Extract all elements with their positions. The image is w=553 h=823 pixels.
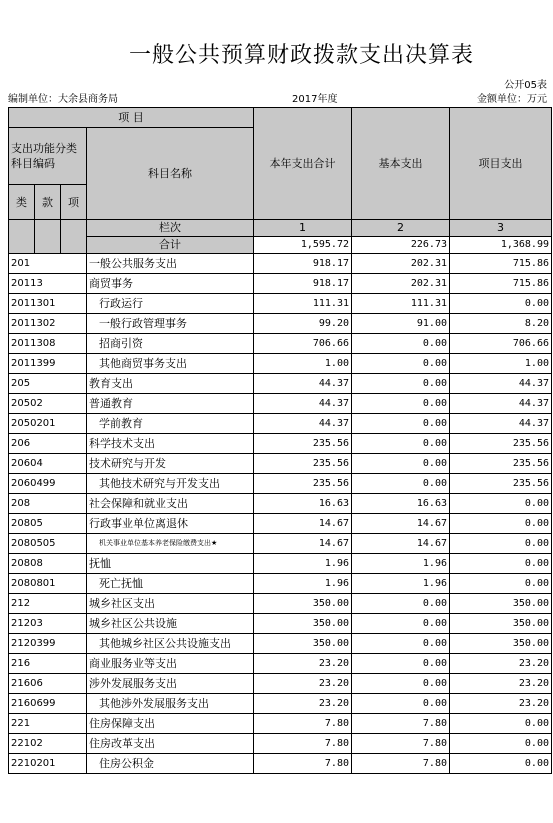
row-project: 23.20: [450, 654, 552, 674]
row-basic: 0.00: [352, 374, 450, 394]
row-code: 20805: [9, 514, 87, 534]
row-total: 23.20: [254, 654, 352, 674]
row-project: 0.00: [450, 554, 552, 574]
row-code: 2160699: [9, 694, 87, 714]
row-code: 20113: [9, 274, 87, 294]
row-project: 1.00: [450, 354, 552, 374]
row-total: 1.96: [254, 574, 352, 594]
row-project: 0.00: [450, 714, 552, 734]
row-code: 20808: [9, 554, 87, 574]
row-subject-name: 涉外发展服务支出: [87, 674, 254, 694]
row-code: 20604: [9, 454, 87, 474]
row-code: 212: [9, 594, 87, 614]
row-total: 350.00: [254, 614, 352, 634]
row-total: 16.63: [254, 494, 352, 514]
row-code: 2120399: [9, 634, 87, 654]
row-code: 2011301: [9, 294, 87, 314]
expenditure-table: [8, 107, 552, 774]
row-subject-name: 技术研究与开发: [87, 454, 254, 474]
row-code: 20502: [9, 394, 87, 414]
table-row: [9, 334, 552, 354]
header-item: 项 目: [9, 108, 254, 128]
header-subject-name: 科目名称: [87, 128, 254, 220]
row-project: 235.56: [450, 434, 552, 454]
row-subject-name: 普通教育: [87, 394, 254, 414]
org-label: 编制单位：大余县商务局: [8, 94, 118, 105]
table-row: [9, 454, 552, 474]
header-total: 本年支出合计: [254, 108, 352, 220]
index-row: [9, 220, 552, 237]
row-code: 2011399: [9, 354, 87, 374]
row-subject-name: 教育支出: [87, 374, 254, 394]
table-row: [9, 434, 552, 454]
report-title: 一般公共预算财政拨款支出决算表: [128, 43, 474, 68]
table-row: [9, 754, 552, 774]
row-project: 350.00: [450, 614, 552, 634]
row-basic: 0.00: [352, 334, 450, 354]
table-row: [9, 594, 552, 614]
table-row: [9, 534, 552, 554]
row-basic: 0.00: [352, 694, 450, 714]
row-total: 1.96: [254, 554, 352, 574]
table-row: [9, 734, 552, 754]
row-project: 23.20: [450, 694, 552, 714]
row-basic: 0.00: [352, 474, 450, 494]
row-subject-name: 住房公积金: [87, 754, 254, 774]
row-basic: 0.00: [352, 654, 450, 674]
year-label: 2017年度: [292, 94, 338, 105]
row-total: 235.56: [254, 474, 352, 494]
row-code: 2080505: [9, 534, 87, 554]
row-total: 350.00: [254, 634, 352, 654]
row-project: 235.56: [450, 474, 552, 494]
row-project: 0.00: [450, 294, 552, 314]
amount-unit-label: 金额单位：万元: [477, 94, 547, 105]
row-basic: 0.00: [352, 634, 450, 654]
row-project: 350.00: [450, 594, 552, 614]
row-subject-name: 商业服务业等支出: [87, 654, 254, 674]
header-row-1: [9, 108, 552, 128]
sum-basic: 226.73: [352, 237, 450, 254]
table-row: [9, 354, 552, 374]
row-project: 0.00: [450, 494, 552, 514]
row-project: 715.86: [450, 274, 552, 294]
table-row: [9, 574, 552, 594]
row-total: 44.37: [254, 414, 352, 434]
table-row: [9, 314, 552, 334]
table-row: [9, 714, 552, 734]
row-total: 7.80: [254, 734, 352, 754]
row-project: 350.00: [450, 634, 552, 654]
row-code: 206: [9, 434, 87, 454]
row-total: 14.67: [254, 534, 352, 554]
row-code: 2011302: [9, 314, 87, 334]
row-subject-name: 行政运行: [87, 294, 254, 314]
row-basic: 7.80: [352, 734, 450, 754]
row-total: 235.56: [254, 434, 352, 454]
row-project: 715.86: [450, 254, 552, 274]
table-row: [9, 694, 552, 714]
row-basic: 0.00: [352, 674, 450, 694]
row-subject-name: 城乡社区公共设施: [87, 614, 254, 634]
sum-label: 合计: [87, 237, 254, 254]
sum-project: 1,368.99: [450, 237, 552, 254]
row-code: 216: [9, 654, 87, 674]
row-basic: 0.00: [352, 594, 450, 614]
row-project: 706.66: [450, 334, 552, 354]
row-code: 22102: [9, 734, 87, 754]
row-basic: 202.31: [352, 274, 450, 294]
table-row: [9, 414, 552, 434]
row-subject-name: 其他商贸事务支出: [87, 354, 254, 374]
row-total: 99.20: [254, 314, 352, 334]
row-total: 44.37: [254, 394, 352, 414]
row-total: 111.31: [254, 294, 352, 314]
row-basic: 14.67: [352, 534, 450, 554]
row-basic: 202.31: [352, 254, 450, 274]
row-subject-name: 科学技术支出: [87, 434, 254, 454]
row-code: 2060499: [9, 474, 87, 494]
row-subject-name: 学前教育: [87, 414, 254, 434]
row-subject-name: 抚恤: [87, 554, 254, 574]
row-basic: 1.96: [352, 574, 450, 594]
row-total: 918.17: [254, 274, 352, 294]
row-project: 0.00: [450, 734, 552, 754]
sum-total: 1,595.72: [254, 237, 352, 254]
col-index-label: 栏次: [87, 220, 254, 237]
table-row: [9, 274, 552, 294]
header-xiang: 项: [61, 185, 87, 220]
row-total: 14.67: [254, 514, 352, 534]
row-project: 0.00: [450, 754, 552, 774]
header-lei: 类: [9, 185, 35, 220]
row-subject-name: 城乡社区支出: [87, 594, 254, 614]
table-row: [9, 654, 552, 674]
row-subject-name: 一般公共服务支出: [87, 254, 254, 274]
row-basic: 1.96: [352, 554, 450, 574]
row-total: 1.00: [254, 354, 352, 374]
row-subject-name: 住房保障支出: [87, 714, 254, 734]
header-basic: 基本支出: [352, 108, 450, 220]
row-basic: 0.00: [352, 614, 450, 634]
row-subject-name: 社会保障和就业支出: [87, 494, 254, 514]
row-project: 8.20: [450, 314, 552, 334]
table-row: [9, 254, 552, 274]
table-row: [9, 294, 552, 314]
row-total: 235.56: [254, 454, 352, 474]
row-code: 205: [9, 374, 87, 394]
row-subject-name: 住房改革支出: [87, 734, 254, 754]
col-index-1: 1: [254, 220, 352, 237]
table-row: [9, 514, 552, 534]
row-project: 44.37: [450, 414, 552, 434]
row-code: 2050201: [9, 414, 87, 434]
row-basic: 0.00: [352, 414, 450, 434]
row-total: 7.80: [254, 754, 352, 774]
col-index-3: 3: [450, 220, 552, 237]
row-total: 23.20: [254, 674, 352, 694]
report-meta: [8, 90, 547, 104]
row-code: 2210201: [9, 754, 87, 774]
row-total: 7.80: [254, 714, 352, 734]
row-subject-name: 招商引资: [87, 334, 254, 354]
row-project: 44.37: [450, 394, 552, 414]
table-row: [9, 614, 552, 634]
row-total: 350.00: [254, 594, 352, 614]
row-code: 208: [9, 494, 87, 514]
sum-row: [9, 237, 552, 254]
row-project: 23.20: [450, 674, 552, 694]
row-basic: 7.80: [352, 754, 450, 774]
row-code: 21606: [9, 674, 87, 694]
row-subject-name: 行政事业单位离退休: [87, 514, 254, 534]
row-project: 44.37: [450, 374, 552, 394]
table-row: [9, 674, 552, 694]
table-row: [9, 394, 552, 414]
row-project: 0.00: [450, 514, 552, 534]
row-code: 2011308: [9, 334, 87, 354]
row-project: 0.00: [450, 534, 552, 554]
row-total: 44.37: [254, 374, 352, 394]
row-total: 706.66: [254, 334, 352, 354]
row-basic: 91.00: [352, 314, 450, 334]
row-basic: 0.00: [352, 454, 450, 474]
table-row: [9, 474, 552, 494]
row-basic: 7.80: [352, 714, 450, 734]
row-subject-name: 其他技术研究与开发支出: [87, 474, 254, 494]
form-number: 公开05表: [504, 80, 547, 91]
row-subject-name: 其他涉外发展服务支出: [87, 694, 254, 714]
row-subject-name: 一般行政管理事务: [87, 314, 254, 334]
row-total: 23.20: [254, 694, 352, 714]
row-project: 235.56: [450, 454, 552, 474]
row-subject-name: 机关事业单位基本养老保险缴费支出★: [87, 534, 254, 554]
row-basic: 14.67: [352, 514, 450, 534]
table-row: [9, 494, 552, 514]
row-code: 2080801: [9, 574, 87, 594]
row-basic: 0.00: [352, 354, 450, 374]
row-subject-name: 商贸事务: [87, 274, 254, 294]
row-basic: 16.63: [352, 494, 450, 514]
row-basic: 0.00: [352, 434, 450, 454]
row-basic: 0.00: [352, 394, 450, 414]
header-func-code: 支出功能分类科目编码: [9, 128, 87, 185]
table-row: [9, 554, 552, 574]
row-subject-name: 死亡抚恤: [87, 574, 254, 594]
row-total: 918.17: [254, 254, 352, 274]
header-project: 项目支出: [450, 108, 552, 220]
header-kuan: 款: [35, 185, 61, 220]
row-code: 21203: [9, 614, 87, 634]
row-subject-name: 其他城乡社区公共设施支出: [87, 634, 254, 654]
row-code: 201: [9, 254, 87, 274]
col-index-2: 2: [352, 220, 450, 237]
row-project: 0.00: [450, 574, 552, 594]
table-row: [9, 374, 552, 394]
row-code: 221: [9, 714, 87, 734]
row-basic: 111.31: [352, 294, 450, 314]
table-row: [9, 634, 552, 654]
